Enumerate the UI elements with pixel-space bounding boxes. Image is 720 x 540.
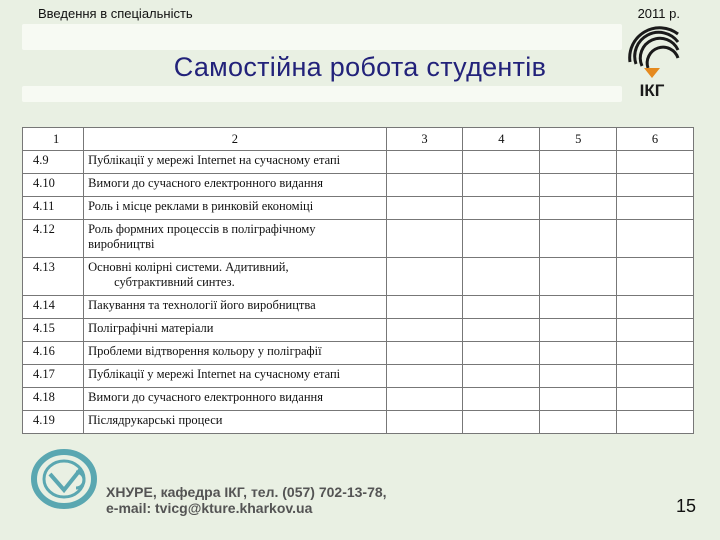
row-topic: Роль і місце реклами в ринковій економіці: [84, 197, 386, 220]
footer-contact: ХНУРЕ, кафедра ІКГ, тел. (057) 702-13-78,: [106, 484, 387, 500]
row-topic: Післядрукарські процеси: [84, 411, 386, 434]
row-topic: Проблеми відтворення кольору у поліграфії: [84, 342, 386, 365]
table-header-row: [23, 128, 694, 151]
row-topic: [84, 258, 386, 296]
row-number: 4.17: [23, 365, 84, 388]
row-topic: Поліграфічні матеріали: [84, 319, 386, 342]
table-row: [23, 319, 694, 342]
row-number: 4.9: [23, 151, 84, 174]
row-number: 4.16: [23, 342, 84, 365]
row-number: 4.19: [23, 411, 84, 434]
university-logo-icon: [30, 448, 102, 510]
row-topic: Пакування та технології його виробництва: [84, 296, 386, 319]
header-cell: 3: [386, 128, 463, 151]
table-row: [23, 197, 694, 220]
header-cell: 6: [617, 128, 694, 151]
assignments-table: [22, 127, 694, 434]
table-row: [23, 220, 694, 258]
table-row: [23, 388, 694, 411]
row-topic: Роль формних процессів в поліграфічному виробництві: [84, 220, 386, 258]
table-row: [23, 365, 694, 388]
year-label: 2011 р.: [637, 6, 680, 21]
table-row: [23, 296, 694, 319]
header-cell: 4: [463, 128, 540, 151]
row-number: 4.15: [23, 319, 84, 342]
row-number: 4.18: [23, 388, 84, 411]
row-number: 4.14: [23, 296, 84, 319]
table-row: [23, 342, 694, 365]
row-topic-line: субтрактивний синтез.: [114, 275, 235, 289]
row-topic: Вимоги до сучасного електронного видання: [84, 174, 386, 197]
table-row: [23, 151, 694, 174]
ikg-logo-icon: [622, 18, 682, 100]
decorative-band: [22, 86, 622, 102]
header-cell: 2: [84, 128, 386, 151]
table-row: [23, 174, 694, 197]
row-number: 4.10: [23, 174, 84, 197]
decorative-band: [22, 24, 622, 50]
row-topic: Публікації у мережі Internet на сучасному етапі: [84, 365, 386, 388]
logo-text: ІКГ: [639, 81, 665, 100]
row-number: 4.13: [23, 258, 84, 296]
course-title: Введення в спеціальність: [38, 6, 193, 21]
page-title: Самостійна робота студентів: [173, 52, 547, 82]
header-cell: 1: [23, 128, 84, 151]
row-topic: Вимоги до сучасного електронного видання: [84, 388, 386, 411]
table-row: [23, 411, 694, 434]
row-number: 4.12: [23, 220, 84, 258]
row-number: 4.11: [23, 197, 84, 220]
row-topic: Публікації у мережі Internet на сучасному етапі: [84, 151, 386, 174]
page-number: 15: [675, 496, 696, 516]
row-topic-line: Основні колірні системи. Адитивний,: [88, 260, 289, 274]
footer-email: e-mail: tvicg@kture.kharkov.ua: [106, 500, 313, 516]
table-row: [23, 258, 694, 296]
header-cell: 5: [540, 128, 617, 151]
